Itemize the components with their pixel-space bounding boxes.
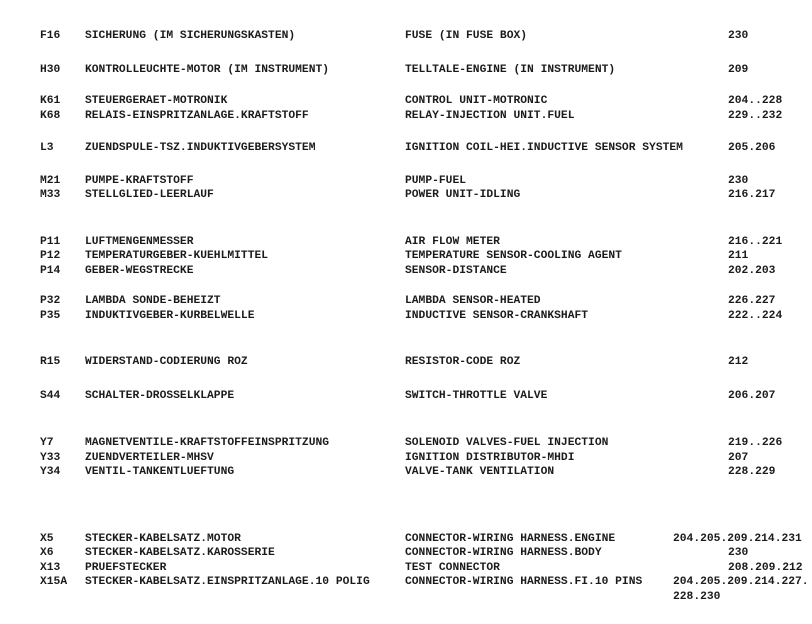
page-numbers: 230 bbox=[728, 30, 749, 42]
description-german: LUFTMENGENMESSER bbox=[85, 235, 194, 248]
description-english: TEMPERATURE SENSOR-COOLING AGENT bbox=[405, 250, 622, 262]
description-english: POWER UNIT-IDLING bbox=[405, 189, 521, 201]
description-german: SCHALTER-DROSSELKLAPPE bbox=[85, 389, 235, 402]
table-row bbox=[40, 94, 812, 109]
component-code: X13 bbox=[40, 561, 61, 574]
component-code: X6 bbox=[40, 547, 54, 559]
description-english: TELLTALE-ENGINE (IN INSTRUMENT) bbox=[405, 63, 616, 76]
page-numbers: 229..232 bbox=[728, 109, 783, 122]
page-numbers: 202.203 bbox=[728, 264, 776, 277]
page-numbers-continued: 228.230 bbox=[673, 590, 721, 603]
component-code: H30 bbox=[40, 63, 61, 76]
page-numbers: 222..224 bbox=[728, 309, 783, 322]
description-german: STECKER-KABELSATZ.KAROSSERIE bbox=[85, 547, 275, 559]
table-row bbox=[40, 451, 812, 466]
description-english: RELAY-INJECTION UNIT.FUEL bbox=[405, 109, 575, 122]
description-german: STELLGLIED-LEERLAUF bbox=[85, 189, 214, 201]
description-english: FUSE (IN FUSE BOX) bbox=[405, 30, 528, 42]
description-english: IGNITION DISTRIBUTOR-MHDI bbox=[405, 451, 575, 464]
component-code: Y7 bbox=[40, 437, 54, 449]
page-numbers: 230 bbox=[728, 174, 749, 187]
page-numbers: 219..226 bbox=[728, 437, 783, 449]
description-german: LAMBDA SONDE-BEHEIZT bbox=[85, 295, 221, 307]
description-german: PUMPE-KRAFTSTOFF bbox=[85, 174, 194, 187]
table-row bbox=[40, 188, 812, 203]
component-code: F16 bbox=[40, 30, 61, 42]
component-code: Y34 bbox=[40, 466, 61, 478]
description-english: PUMP-FUEL bbox=[405, 174, 467, 187]
page-numbers: 226.227 bbox=[728, 295, 776, 307]
component-code: S44 bbox=[40, 389, 61, 402]
description-english: AIR FLOW METER bbox=[405, 235, 500, 248]
page-numbers: 216.217 bbox=[728, 189, 776, 201]
description-english: SWITCH-THROTTLE VALVE bbox=[405, 389, 548, 402]
description-english: CONTROL UNIT-MOTRONIC bbox=[405, 95, 548, 107]
table-row bbox=[40, 436, 812, 451]
component-code: M33 bbox=[40, 189, 61, 201]
component-code: R15 bbox=[40, 356, 61, 368]
description-english-empty bbox=[405, 590, 673, 605]
component-code: P35 bbox=[40, 309, 61, 322]
table-row bbox=[40, 465, 812, 480]
table-row bbox=[40, 294, 812, 309]
component-code: L3 bbox=[40, 142, 54, 154]
description-german: GEBER-WEGSTRECKE bbox=[85, 264, 194, 277]
table-row bbox=[40, 561, 812, 576]
description-german-empty bbox=[85, 590, 405, 605]
description-german: STECKER-KABELSATZ.MOTOR bbox=[85, 532, 241, 545]
table-row bbox=[40, 309, 812, 324]
page-numbers: 230 bbox=[728, 547, 749, 559]
description-english: SOLENOID VALVES-FUEL INJECTION bbox=[405, 437, 609, 449]
description-english: CONNECTOR-WIRING HARNESS.ENGINE bbox=[405, 532, 616, 545]
description-english: IGNITION COIL-HEI.INDUCTIVE SENSOR SYSTEM bbox=[405, 142, 683, 154]
page-numbers: 205.206 bbox=[728, 142, 776, 154]
page-numbers: 207 bbox=[728, 451, 749, 464]
table-row bbox=[40, 235, 812, 250]
table-row bbox=[40, 63, 812, 78]
table-row bbox=[40, 141, 812, 156]
table-row bbox=[40, 546, 812, 561]
component-code: M21 bbox=[40, 174, 61, 187]
component-code: K61 bbox=[40, 95, 61, 107]
description-german: RELAIS-EINSPRITZANLAGE.KRAFTSTOFF bbox=[85, 109, 309, 122]
description-english: LAMBDA SENSOR-HEATED bbox=[405, 295, 541, 307]
table-row bbox=[40, 264, 812, 279]
description-german: STECKER-KABELSATZ.EINSPRITZANLAGE.10 POLIG bbox=[85, 576, 370, 588]
component-code: X15A bbox=[40, 576, 68, 588]
table-row-continuation bbox=[40, 590, 812, 605]
page-numbers: 212 bbox=[728, 356, 749, 368]
component-code: P32 bbox=[40, 295, 61, 307]
component-code: P11 bbox=[40, 235, 61, 248]
table-row bbox=[40, 355, 812, 370]
description-german: KONTROLLEUCHTE-MOTOR (IM INSTRUMENT) bbox=[85, 63, 330, 76]
page-numbers: 211 bbox=[728, 250, 749, 262]
description-german: STEUERGERAET-MOTRONIK bbox=[85, 95, 228, 107]
description-english: RESISTOR-CODE ROZ bbox=[405, 356, 521, 368]
page-numbers: 204.205.209.214.231 bbox=[673, 532, 802, 545]
table-row bbox=[40, 109, 812, 124]
page-numbers: 206.207 bbox=[728, 389, 776, 402]
component-code: P14 bbox=[40, 264, 61, 277]
description-german: PRUEFSTECKER bbox=[85, 561, 167, 574]
description-german: MAGNETVENTILE-KRAFTSTOFFEINSPRITZUNG bbox=[85, 437, 330, 449]
description-german: VENTIL-TANKENTLUEFTUNG bbox=[85, 466, 235, 478]
description-german: TEMPERATURGEBER-KUEHLMITTEL bbox=[85, 250, 269, 262]
description-german: SICHERUNG (IM SICHERUNGSKASTEN) bbox=[85, 30, 296, 42]
description-english: SENSOR-DISTANCE bbox=[405, 264, 507, 277]
description-english: VALVE-TANK VENTILATION bbox=[405, 466, 555, 478]
description-english: CONNECTOR-WIRING HARNESS.BODY bbox=[405, 547, 602, 559]
table-row bbox=[40, 532, 812, 547]
page-numbers: 228.229 bbox=[728, 466, 776, 478]
page-numbers: 209 bbox=[728, 63, 749, 76]
table-row bbox=[40, 389, 812, 404]
page-numbers: 208.209.212 bbox=[728, 561, 803, 574]
description-german: ZUENDSPULE-TSZ.INDUKTIVGEBERSYSTEM bbox=[85, 142, 316, 154]
description-english: INDUCTIVE SENSOR-CRANKSHAFT bbox=[405, 309, 589, 322]
component-code-empty bbox=[40, 590, 85, 605]
component-code: K68 bbox=[40, 109, 61, 122]
description-german: ZUENDVERTEILER-MHSV bbox=[85, 451, 214, 464]
page-numbers: 216..221 bbox=[728, 235, 783, 248]
description-german: INDUKTIVGEBER-KURBELWELLE bbox=[85, 309, 255, 322]
component-code: Y33 bbox=[40, 451, 61, 464]
page-numbers: 204..228 bbox=[728, 95, 783, 107]
component-code: X5 bbox=[40, 532, 54, 545]
page-numbers: 204.205.209.214.227. bbox=[673, 576, 809, 588]
component-code: P12 bbox=[40, 250, 61, 262]
table-row bbox=[40, 575, 812, 590]
table-row bbox=[40, 29, 812, 44]
description-english: TEST CONNECTOR bbox=[405, 561, 500, 574]
table-row bbox=[40, 174, 812, 189]
table-row bbox=[40, 249, 812, 264]
description-english: CONNECTOR-WIRING HARNESS.FI.10 PINS bbox=[405, 576, 643, 588]
description-german: WIDERSTAND-CODIERUNG ROZ bbox=[85, 356, 248, 368]
